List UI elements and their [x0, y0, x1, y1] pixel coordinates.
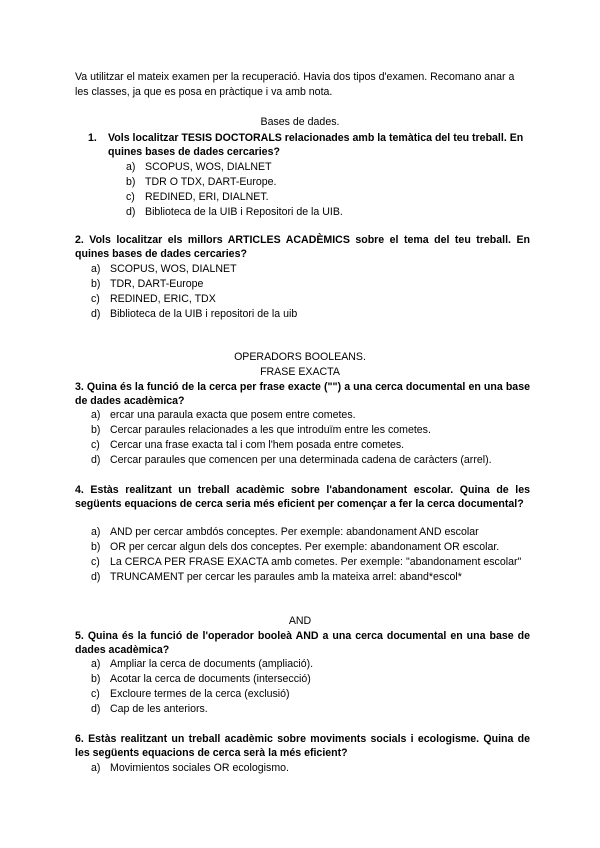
option-text: Acotar la cerca de documents (intersecció) — [110, 673, 311, 685]
option-text: Cap de les anteriors. — [110, 703, 208, 715]
option-text: SCOPUS, WOS, DIALNET — [110, 263, 237, 275]
option-text: Biblioteca de la UIB i repositori de la uib — [110, 308, 298, 320]
option-item — [91, 423, 526, 438]
option-letter: a) — [91, 409, 101, 421]
option-letter: b) — [91, 424, 101, 436]
option-letter: b) — [91, 673, 101, 685]
option-item — [91, 571, 526, 585]
option-text: REDINED, ERI, DIALNET. — [145, 191, 269, 203]
option-letter: d) — [91, 571, 101, 583]
option-text: Ampliar la cerca de documents (ampliació). — [110, 658, 314, 670]
question-6-text: 6. Estàs realitzant un treball acadèmic sobre moviments socials i ecologisme. Quina de les següents equacions de cerca serà la més eficient? — [75, 733, 530, 759]
option-item — [91, 761, 526, 776]
option-text: TDR, DART-Europe — [110, 278, 204, 290]
question-2-options — [91, 262, 526, 322]
section-heading-operadors: OPERADORS BOOLEANS. — [234, 351, 366, 363]
question-3-options — [91, 408, 526, 468]
intro-paragraph: Va utilitzar el mateix examen per la recuperació. Havia dos tipos d'examen. Recomano anar a les classes, ja que es posa en pràctique i va amb nota. — [75, 71, 515, 98]
option-text: Biblioteca de la UIB i Repositori de la UIB. — [145, 206, 343, 218]
question-4-options — [91, 526, 526, 586]
option-letter: a) — [91, 658, 101, 670]
option-item — [126, 205, 526, 220]
option-letter: a) — [91, 263, 101, 275]
option-letter: c) — [91, 293, 100, 305]
question-4-text: 4. Estàs realitzant un treball acadèmic sobre l'abandonament escolar. Quina de les següents equacions de cerca seria més eficient per començar a fer la cerca documental? — [75, 484, 530, 510]
option-item — [91, 438, 526, 453]
option-text: TDR O TDX, DART-Europe. — [145, 176, 277, 188]
option-item — [126, 160, 526, 175]
question-2-text: 2. Vols localitzar els millors ARTICLES ACADÈMICS sobre el tema del teu treball. En quines bases de dades cercaries? — [75, 234, 530, 260]
option-text: SCOPUS, WOS, DIALNET — [145, 161, 272, 173]
option-letter: d) — [91, 454, 101, 466]
option-letter: c) — [91, 439, 100, 451]
option-text: Cercar paraules que comencen per una determinada cadena de caràcters (arrel). — [110, 454, 492, 466]
option-letter: d) — [91, 703, 101, 715]
question-6-options — [91, 761, 526, 776]
option-item — [91, 556, 526, 570]
option-text: OR per cercar algun dels dos conceptes. Per exemple: abandonament OR escolar. — [110, 541, 500, 553]
section-heading-frase: FRASE EXACTA — [260, 366, 340, 378]
option-item — [91, 453, 526, 468]
section-heading-and: AND — [288, 615, 312, 627]
option-text: AND per cercar ambdós conceptes. Per exemple: abandonament AND escolar — [110, 526, 479, 538]
option-letter: b) — [91, 541, 101, 553]
option-letter: c) — [91, 688, 100, 700]
option-letter: c) — [91, 556, 100, 568]
option-item — [91, 277, 526, 292]
option-item — [91, 292, 526, 307]
option-letter: a) — [91, 526, 101, 538]
option-item — [91, 262, 526, 277]
option-text: TRUNCAMENT per cercar les paraules amb la mateixa arrel: aband*escol* — [110, 571, 462, 583]
option-item — [91, 408, 526, 423]
question-1-options — [126, 160, 526, 220]
option-text: Movimientos sociales OR ecologismo. — [110, 762, 289, 774]
option-text: Cercar paraules relacionades a les que introduïm entre les cometes. — [110, 424, 431, 436]
option-letter: b) — [91, 278, 101, 290]
question-1-number: 1. — [88, 132, 97, 144]
option-item — [91, 702, 526, 717]
option-item — [91, 687, 526, 702]
option-item — [91, 541, 526, 555]
option-letter: a) — [91, 762, 101, 774]
question-3-text: 3. Quina és la funció de la cerca per frase exacte ("") a una cerca documental en una base de dades acadèmica? — [75, 381, 530, 407]
option-letter: c) — [126, 191, 135, 203]
option-item — [126, 190, 526, 205]
question-1 — [88, 131, 533, 159]
option-text: ercar una paraula exacta que posem entre cometes. — [110, 409, 356, 421]
question-5-text: 5. Quina és la funció de l'operador booleà AND a una cerca documental en una base de dades acadèmica? — [75, 630, 530, 656]
option-text: Cercar una frase exacta tal i com l'hem posada entre cometes. — [110, 439, 405, 451]
question-5-options — [91, 657, 526, 717]
option-item — [91, 526, 526, 540]
question-1-text: Vols localitzar TESIS DOCTORALS relacionades amb la temàtica del teu treball. En quines bases de dades cercaries? — [108, 132, 524, 158]
option-letter: b) — [126, 176, 136, 188]
section-heading-bases: Bases de dades. — [260, 116, 340, 128]
option-text: La CERCA PER FRASE EXACTA amb cometes. Per exemple: "abandonament escolar" — [110, 556, 522, 568]
option-text: Excloure termes de la cerca (exclusió) — [110, 688, 290, 700]
option-letter: d) — [91, 308, 101, 320]
option-item — [91, 307, 526, 322]
option-text: REDINED, ERIC, TDX — [110, 293, 216, 305]
option-letter: a) — [126, 161, 136, 173]
option-item — [126, 175, 526, 190]
option-item — [91, 657, 526, 672]
option-letter: d) — [126, 206, 136, 218]
option-item — [91, 672, 526, 687]
